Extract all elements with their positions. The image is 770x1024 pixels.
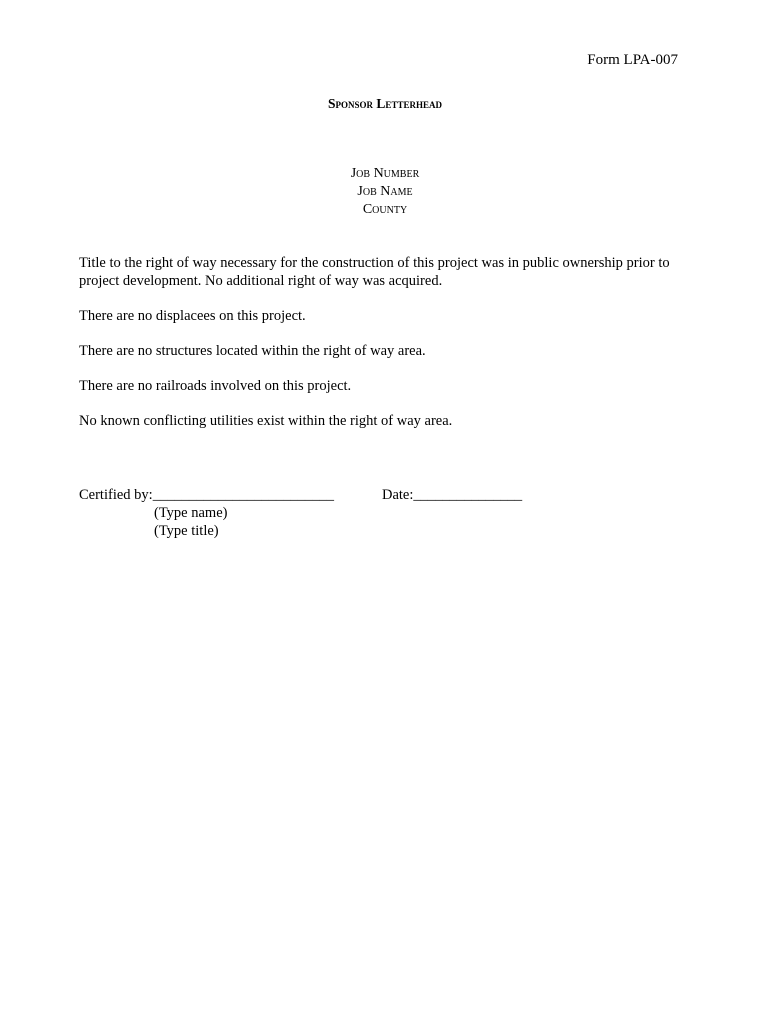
paragraph-right-of-way-title: Title to the right of way necessary for the construction of this project was in public ownership prior to project development. No additional right of way was acquired.: [79, 255, 670, 289]
date-line: Date:_______________: [382, 487, 523, 503]
paragraph-structures: There are no structures located within the right of way area.: [79, 343, 426, 359]
signer-details: [154, 504, 227, 540]
county: County: [362, 202, 408, 217]
job-info-block: [0, 165, 770, 219]
statement-body: [79, 254, 689, 447]
paragraph-railroads: There are no railroads involved on this project.: [79, 378, 352, 394]
type-name-label: (Type name): [154, 505, 228, 521]
form-number: Form LPA-007: [587, 52, 678, 68]
job-name: Job Name: [357, 184, 413, 199]
certification-row: [79, 486, 689, 506]
paragraph-displacees: There are no displacees on this project.: [79, 308, 306, 324]
paragraph-utilities: No known conflicting utilities exist within the right of way area.: [79, 413, 453, 429]
job-number: Job Number: [350, 166, 420, 181]
sponsor-letterhead: Sponsor Letterhead: [328, 96, 442, 111]
certified-by-line: Certified by:_________________________: [79, 487, 334, 503]
type-title-label: (Type title): [154, 523, 219, 539]
